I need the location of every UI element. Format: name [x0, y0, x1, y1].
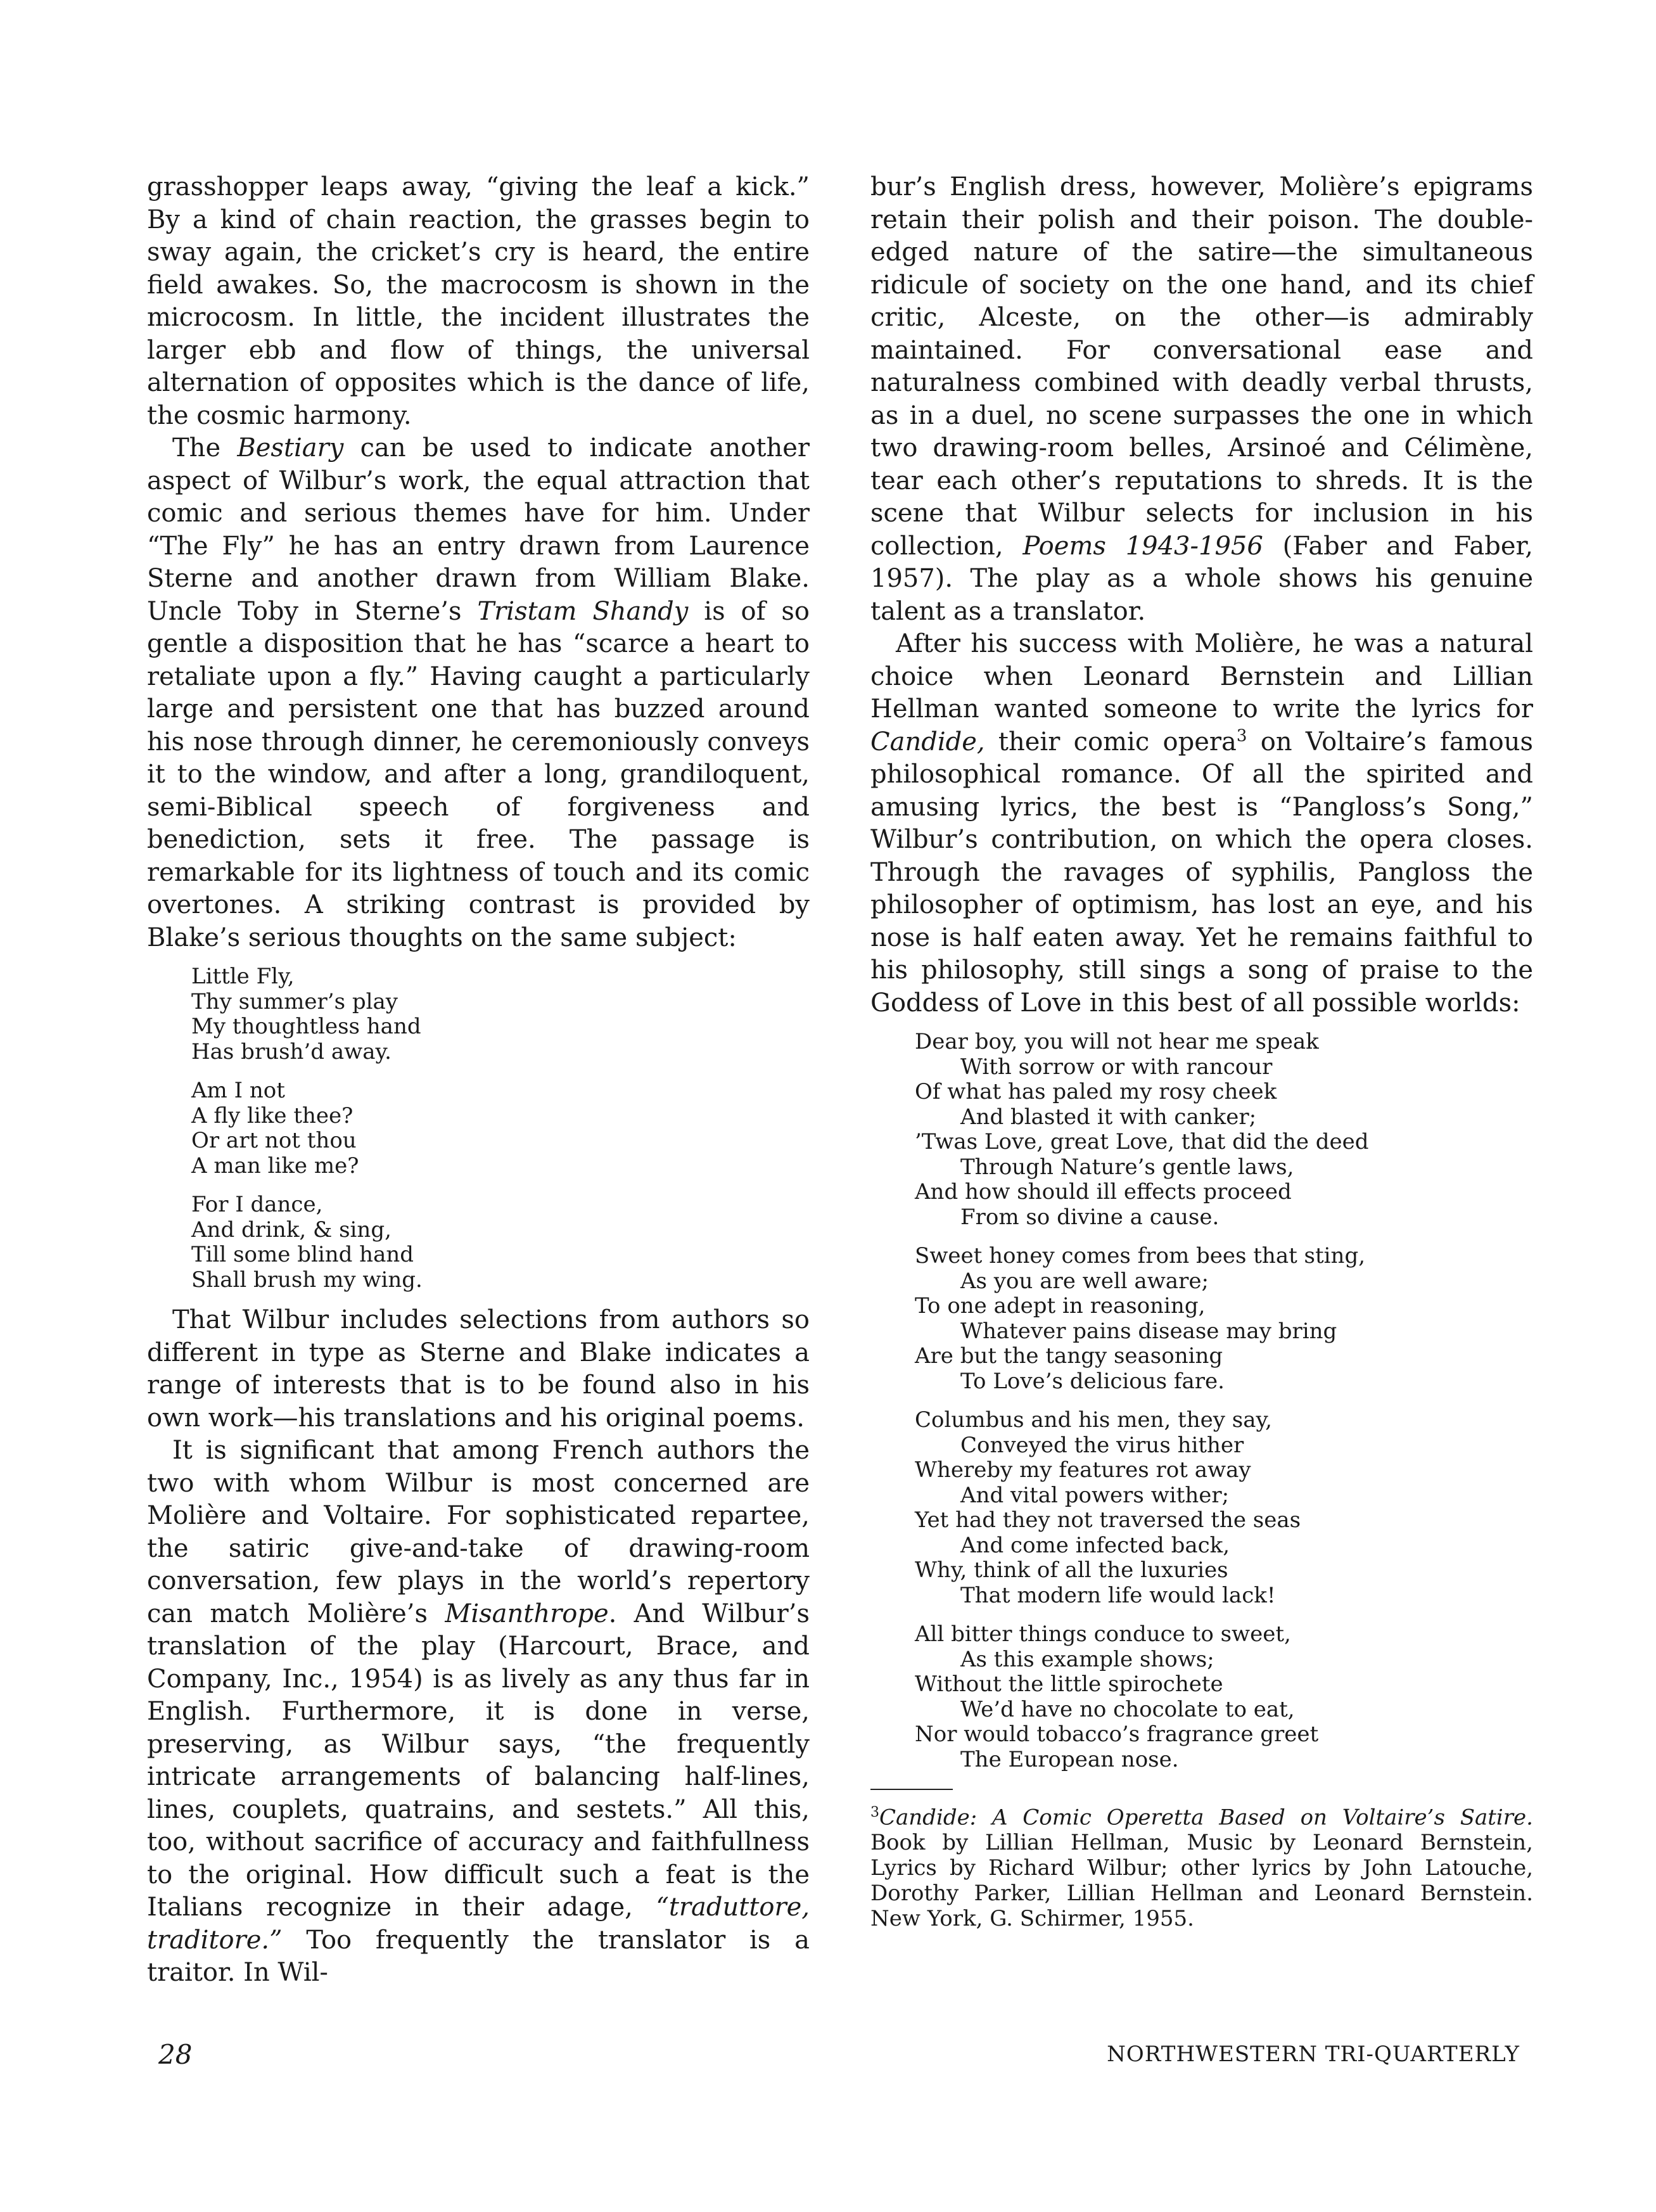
paragraph: It is significant that among French authors the two with whom Wilbur is most concerned are Molière and Voltaire. For sophisticated repartee, the satiric give-and-take of drawing-room conversation, few plays in the world’s repertory can match Molière’s Misanthrope. And Wilbur’s translation of the play (Harcourt, Brace, and Company, Inc., 1954) is as lively as any thus far in English. Furthermore, it is done in verse, preserving, as Wilbur says, “the frequently intricate arrangements of balancing half-lines, lines, couplets, quatrains, and sestets.” All this, too, without sacrifice of accuracy and faithfullness to the original. How difficult such a feat is the Italians recognize in their adage, “traduttore, traditore.” Too frequently the translator is a traitor. In Wil-	[147, 1436, 810, 1987]
footnote-title: Candide: A Comic Operetta Based on Voltaire’s Satire.	[879, 1805, 1533, 1831]
poem-line: Dear boy, you will not hear me speak	[915, 1029, 1319, 1054]
poem-line: To one adept in reasoning,	[915, 1293, 1206, 1319]
footnote-reference[interactable]: 3	[1236, 726, 1247, 746]
right-column	[870, 171, 1533, 1931]
poem-line: Nor would tobacco’s fragrance greet	[915, 1722, 1319, 1747]
paragraph: That Wilbur includes selections from authors so different in type as Sterne and Blake indicates a range of interests that is to be found also in his own work—his translations and his original poems.	[147, 1305, 810, 1433]
stanza	[915, 1030, 1533, 1230]
blake-poem	[147, 964, 810, 1293]
poem-line: Through Nature’s gentle laws,	[960, 1154, 1294, 1180]
footnote-number: 3	[870, 1805, 879, 1820]
poem-line: And vital powers wither;	[960, 1482, 1230, 1508]
journal-name: NORTHWESTERN TRI-QUARTERLY	[1107, 2042, 1520, 2067]
stanza	[191, 964, 810, 1064]
poem-line: All bitter things conduce to sweet,	[915, 1621, 1291, 1647]
poem-line: My thoughtless hand	[191, 1014, 421, 1039]
poem-line: Of what has paled my rosy cheek	[915, 1079, 1277, 1104]
paragraph: bur’s English dress, however, Molière’s epigrams retain their polish and their poison. The double-edged nature of the satire—the simultaneous ridicule of society on the one hand, and its chief critic, Alceste, on the other—is admirably maintained. For conversational ease and naturalness combined with deadly verbal thrusts, as in a duel, no scene surpasses the one in which two drawing-room belles, Arsinoé and Célimène, tear each other’s reputations to shreds. It is the scene that Wilbur selects for inclusion in his collection, Poems 1943-1956 (Faber and Faber, 1957). The play as a whole shows his genuine talent as a translator.	[870, 172, 1533, 626]
book-title: Tristam Shandy	[477, 596, 689, 626]
poem-line: A man like me?	[191, 1153, 359, 1179]
paragraph: After his success with Molière, he was a natural choice when Leonard Bernstein and Lillian Hellman wanted someone to write the lyrics for Candide, their comic opera$^3$ on Voltaire’s famous philosophical romance. Of all the spirited and amusing lyrics, the best is “Pangloss’s Song,” Wilbur’s contribution, on which the opera closes. Through the ravages of syphilis, Pangloss the philosopher of optimism, has lost an eye, and his nose is half eaten away. Yet he remains faithful to his philosophy, still sings a song of praise to the Goddess of Love in this best of all possible worlds:	[870, 629, 1533, 1018]
poem-line: Yet had they not traversed the seas	[915, 1507, 1301, 1533]
poem-line: Whatever pains disease may bring	[960, 1318, 1337, 1344]
poem-line: Thy summer’s play	[191, 988, 398, 1014]
poem-line: Are but the tangy seasoning	[915, 1343, 1223, 1369]
pangloss-song	[870, 1030, 1533, 1772]
poem-line: And come infected back,	[960, 1532, 1230, 1558]
poem-line: And how should ill effects proceed	[915, 1179, 1292, 1205]
poem-line: As this example shows;	[960, 1646, 1214, 1672]
poem-line: Columbus and his men, they say,	[915, 1407, 1272, 1433]
poem-line: And drink, & sing,	[191, 1217, 392, 1243]
stanza	[191, 1078, 810, 1179]
poem-line: With sorrow or with rancour	[960, 1054, 1273, 1080]
stanza	[191, 1192, 810, 1293]
book-title: Poems 1943-1956	[1022, 531, 1263, 561]
poem-line: Am I not	[191, 1078, 285, 1103]
poem-line: To Love’s delicious fare.	[960, 1368, 1225, 1394]
poem-line: Has brush’d away.	[191, 1039, 392, 1064]
poem-line: And blasted it with canker;	[960, 1104, 1257, 1130]
book-title: Bestiary	[237, 433, 344, 463]
poem-line: Why, think of all the luxuries	[915, 1557, 1228, 1583]
poem-line: Sweet honey comes from bees that sting,	[915, 1243, 1366, 1269]
poem-line: Conveyed the virus hither	[960, 1432, 1244, 1458]
poem-line: The European nose.	[960, 1746, 1179, 1772]
poem-line: Till some blind hand	[191, 1242, 414, 1267]
poem-line: Or art not thou	[191, 1128, 357, 1153]
poem-line: Shall brush my wing.	[191, 1267, 423, 1293]
opera-title: Candide,	[870, 727, 985, 757]
poem-line: For I dance,	[191, 1192, 323, 1217]
stanza	[915, 1408, 1533, 1608]
page-number: 28	[158, 2039, 193, 2070]
stanza	[915, 1244, 1533, 1394]
play-title: Misanthrope	[445, 1599, 609, 1628]
italian-adage: “traduttore, traditore.”	[147, 1893, 810, 1955]
poem-line: We’d have no chocolate to eat,	[960, 1696, 1295, 1722]
poem-line: A fly like thee?	[191, 1103, 353, 1128]
footnote: $^3$Candide: A Comic Operetta Based on Voltaire’s Satire. Book by Lillian Hellman, Music by Leonard Bernstein, Lyrics by Richard Wilbur; other lyrics by John Latouche, Dorothy Parker, Lillian Hellman and Leonard Bernstein. New York, G. Schirmer, 1955.	[870, 1805, 1533, 1932]
stanza	[915, 1622, 1533, 1772]
poem-line: Little Fly,	[191, 964, 295, 989]
paragraph: grasshopper leaps away, “giving the leaf a kick.” By a kind of chain reaction, the grasses begin to sway again, the cricket’s cry is heard, the entire field awakes. So, the macrocosm is shown in the microcosm. In little, the incident illustrates the larger ebb and flow of things, the universal alternation of opposites which is the dance of life, the cosmic harmony.	[147, 172, 810, 430]
poem-line: As you are well aware;	[960, 1268, 1209, 1294]
poem-line: Without the little spirochete	[915, 1672, 1223, 1697]
poem-line: Whereby my features rot away	[915, 1457, 1251, 1483]
paragraph: The Bestiary can be used to indicate another aspect of Wilbur’s work, the equal attraction that comic and serious themes have for him. Under “The Fly” he has an entry drawn from Laurence Sterne and another drawn from William Blake. Uncle Toby in Sterne’s Tristam Shandy is of so gentle a disposition that he has “scarce a heart to retaliate upon a fly.” Having caught a particularly large and persistent one that has buzzed around his nose through dinner, he ceremoniously conveys it to the window, and after a long, grandiloquent, semi-Biblical speech of forgiveness and benediction, sets it free. The passage is remarkable for its lightness of touch and its comic overtones. A striking contrast is provided by Blake’s serious thoughts on the same subject:	[147, 433, 810, 952]
poem-line: ’Twas Love, great Love, that did the deed	[915, 1129, 1369, 1154]
poem-line: From so divine a cause.	[960, 1204, 1220, 1230]
footnote-divider	[870, 1789, 953, 1790]
poem-line: That modern life would lack!	[960, 1582, 1276, 1608]
left-column	[147, 171, 810, 1990]
